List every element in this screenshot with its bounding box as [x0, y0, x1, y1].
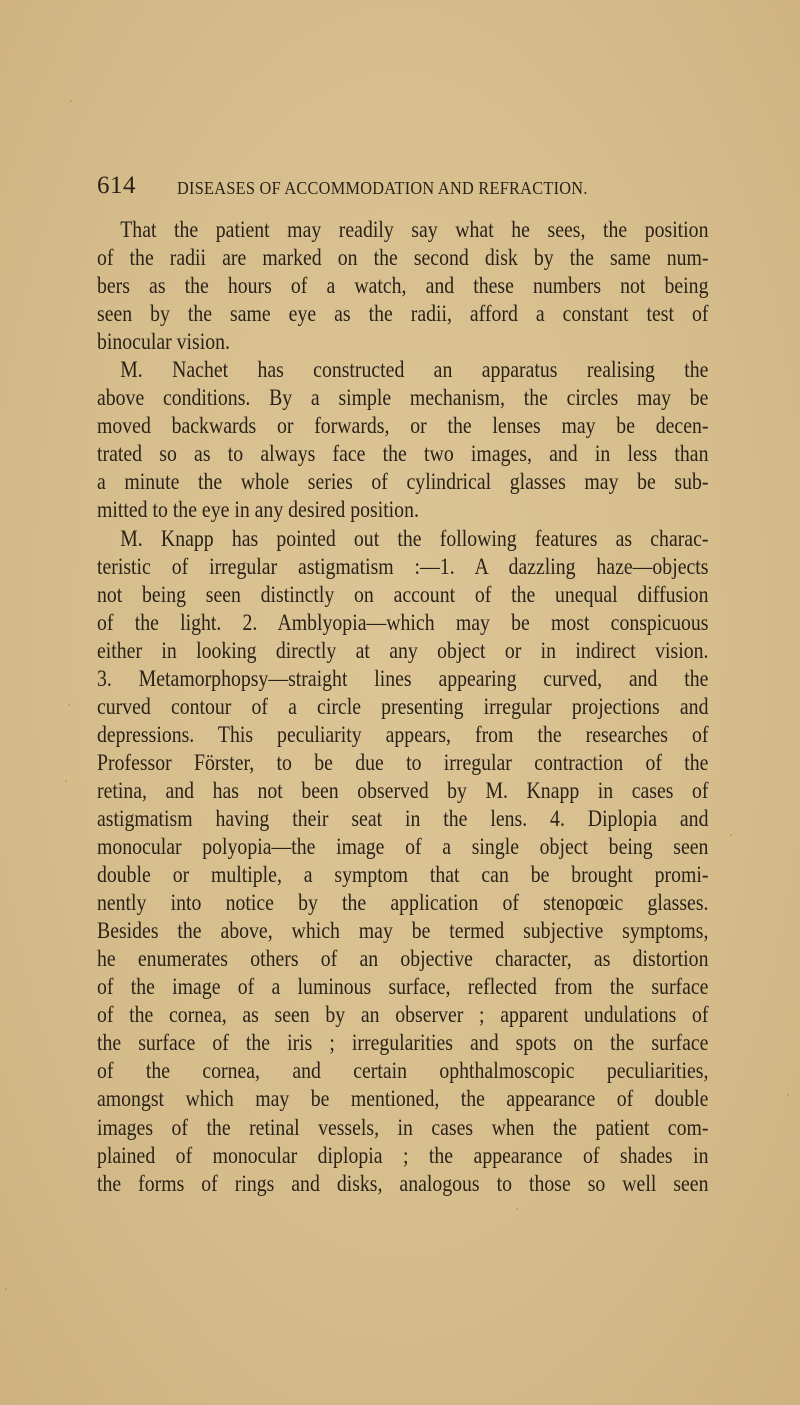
text-line: of the image of a luminous surface, reflected from the surface — [97, 974, 709, 1000]
text-line: M. Knapp has pointed out the following features as charac- — [120, 525, 709, 551]
text-line: of the radii are marked on the second disk by the same num- — [97, 245, 709, 271]
text-line: That the patient may readily say what he sees, the position — [120, 217, 709, 242]
text-line: he enumerates others of an objective character, as distortion — [97, 946, 709, 972]
body-text — [97, 216, 709, 1198]
paper-speck — [787, 1094, 789, 1096]
text-line: images of the retinal vessels, in cases when the patient com- — [97, 1114, 709, 1140]
text-line: nently into notice by the application of stenopœic glasses. — [97, 890, 709, 916]
text-line: teristic of irregular astigmatism :—1. A dazzling haze—objects — [97, 553, 709, 579]
text-line: astigmatism having their seat in the lens. 4. Diplopia and — [97, 805, 709, 831]
text-line: a minute the whole series of cylindrical glasses may be sub- — [97, 469, 709, 495]
text-line: retina, and has not been observed by M. Knapp in cases of — [97, 777, 709, 803]
text-line: double or multiple, a symptom that can be brought promi- — [97, 862, 709, 888]
paper-speck — [65, 780, 67, 782]
text-line: mitted to the eye in any desired position. — [97, 497, 419, 523]
text-line: seen by the same eye as the radii, afford a constant test of — [97, 301, 709, 327]
text-line: trated so as to always face the two images, and in less than — [97, 441, 709, 467]
text-line: not being seen distinctly on account of the unequal diffusion — [97, 581, 709, 607]
paper-speck — [730, 834, 732, 836]
text-line: plained of monocular diplopia ; the appearance of shades in — [97, 1142, 709, 1168]
text-line: binocular vision. — [97, 329, 230, 355]
text-line: the forms of rings and disks, analogous to those so well seen — [97, 1170, 709, 1196]
text-line: M. Nachet has constructed an apparatus realising the — [120, 357, 709, 383]
text-line: Professor Förster, to be due to irregular contraction of the — [97, 749, 709, 775]
text-line: the surface of the iris ; irregularities and spots on the surface — [97, 1030, 709, 1056]
text-line: bers as the hours of a watch, and these numbers not being — [97, 273, 709, 299]
running-head — [97, 172, 657, 200]
text-line: curved contour of a circle presenting irregular projections and — [97, 693, 709, 719]
text-line: amongst which may be mentioned, the appearance of double — [97, 1086, 709, 1112]
text-line: monocular polyopia—the image of a single object being seen — [97, 834, 709, 860]
paper-speck — [5, 1288, 7, 1290]
paragraph — [97, 356, 709, 524]
text-line: Besides the above, which may be termed subjective symptoms, — [97, 918, 709, 944]
paper-speck — [70, 100, 72, 102]
text-line: above conditions. By a simple mechanism, the circles may be — [97, 385, 709, 411]
paper-speck — [68, 704, 70, 706]
text-line: either in looking directly at any object or in indirect vision. — [97, 637, 709, 663]
page-number: 614 — [97, 172, 136, 199]
text-line: depressions. This peculiarity appears, from the researches of — [97, 721, 709, 747]
running-title: DISEASES OF ACCOMMODATION AND REFRACTION. — [177, 178, 588, 198]
text-line: 3. Metamorphopsy—straight lines appearing curved, and the — [97, 665, 709, 691]
text-line: of the cornea, and certain ophthalmoscopic peculiarities, — [97, 1058, 709, 1084]
text-line: of the cornea, as seen by an observer ; apparent undulations of — [97, 1002, 709, 1028]
paper-speck — [516, 1208, 518, 1210]
text-line: moved backwards or forwards, or the lenses may be decen- — [97, 413, 709, 439]
paragraph — [97, 216, 709, 356]
text-line: of the light. 2. Amblyopia—which may be most conspicuous — [97, 609, 709, 635]
paragraph — [97, 525, 709, 1198]
